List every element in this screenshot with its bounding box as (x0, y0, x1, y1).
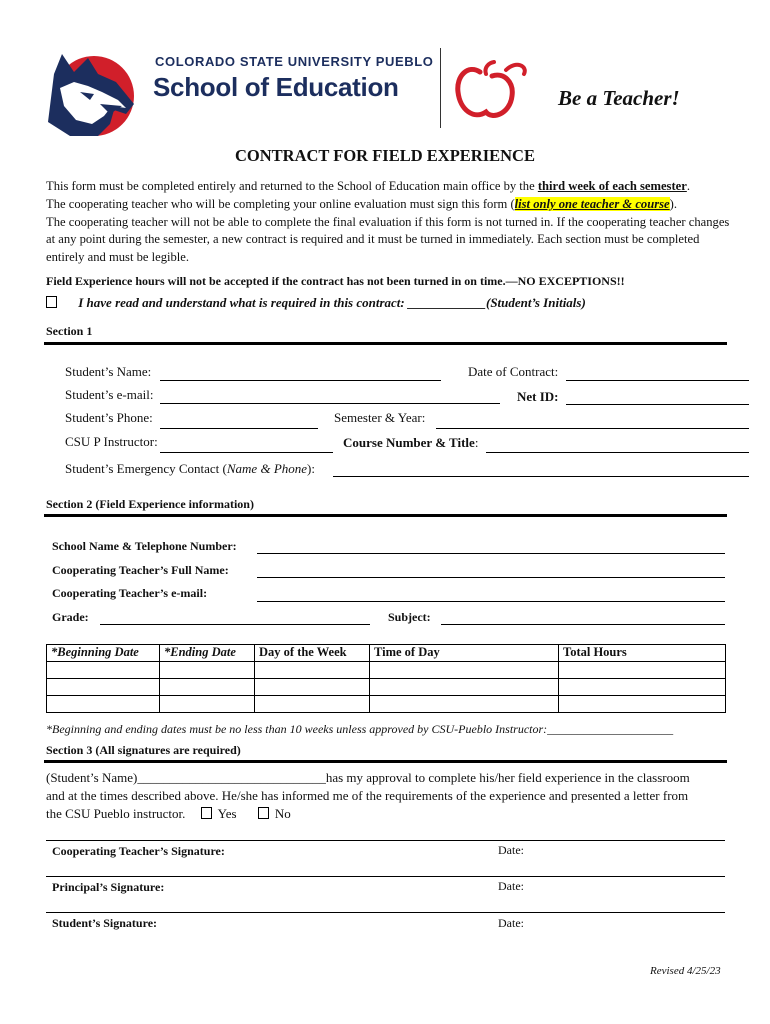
no-label: No (274, 806, 291, 821)
teacher-email-label: Cooperating Teacher’s e-mail: (52, 586, 208, 600)
student-name-field[interactable] (160, 380, 441, 381)
course-field[interactable] (486, 452, 749, 453)
approval-paragraph: (Student’s Name)_____________________________has my approval to complete his/her field experience in the classroom and at the times described above. He/she has informed me of the requirements of the experience and presented a letter from the CSU Pueblo instructor. Yes No (46, 770, 690, 821)
principal-signature-field[interactable] (46, 912, 725, 913)
intro-text-2: The cooperating teacher who will be completing your online evaluation must sign this form ( (46, 196, 515, 211)
intro-paragraph: This form must be completed entirely and returned to the School of Education main office by the third week of each semester. The cooperating teacher who will be completing your online evaluation must sign this form (list only one teacher & course). The cooperating teacher will not be able to complete the final evaluation if this form is not turned in. If the cooperating teacher changes at any point during the semester, a new contract is required and it must be turned in immediately. Each section must be completed entirely and must be legible. (46, 179, 730, 265)
course-label: Course Number & Title: (343, 435, 479, 450)
intro-highlight: list only one teacher & course (514, 196, 670, 211)
coop-signature-label: Cooperating Teacher’s Signature: (52, 844, 225, 858)
principal-date-label: Date: (498, 879, 524, 893)
instructor-field[interactable] (160, 452, 333, 453)
table-row[interactable] (47, 679, 726, 696)
header-day-of-week: Day of the Week (255, 645, 370, 662)
acknowledge-text: I have read and understand what is required in this contract: ____________(Student’s Initials) (78, 295, 586, 310)
student-phone-field[interactable] (160, 428, 318, 429)
section2-rule (44, 514, 727, 517)
student-name-label: Student’s Name: (65, 364, 152, 379)
coop-signature-field[interactable] (46, 876, 725, 877)
acknowledge-row (46, 295, 586, 311)
header-total-hours: Total Hours (559, 645, 726, 662)
wolf-mascot-logo (40, 44, 140, 140)
teacher-name-label: Cooperating Teacher’s Full Name: (52, 563, 229, 577)
table-header-row (47, 645, 726, 662)
teacher-email-field[interactable] (257, 601, 725, 602)
net-id-field[interactable] (566, 404, 749, 405)
warning-text: Field Experience hours will not be accepted if the contract has not been turned in on time.—NO EXCEPTIONS!! (46, 274, 625, 288)
principal-signature-label: Principal’s Signature: (52, 880, 165, 894)
section2-title: Section 2 (Field Experience information) (46, 497, 254, 511)
yes-checkbox[interactable] (201, 807, 212, 819)
section3-title: Section 3 (All signatures are required) (46, 743, 241, 757)
semester-year-label: Semester & Year: (334, 410, 426, 425)
grade-label: Grade: (52, 610, 89, 624)
date-of-contract-field[interactable] (566, 380, 749, 381)
section1-title: Section 1 (46, 324, 93, 338)
coop-date-label: Date: (498, 843, 524, 857)
emergency-contact-field[interactable] (333, 476, 749, 477)
emergency-contact-label: Student’s Emergency Contact (Name & Phone): (65, 461, 315, 476)
school-name-label: School Name & Telephone Number: (52, 539, 237, 553)
student-email-field[interactable] (160, 403, 500, 404)
header-beginning-date: *Beginning Date (47, 645, 160, 662)
dates-footnote: *Beginning and ending dates must be no less than 10 weeks unless approved by CSU-Pueblo Instructor:_____________________ (46, 722, 674, 736)
signature-top-rule (46, 840, 725, 841)
grade-field[interactable] (100, 624, 370, 625)
net-id-label: Net ID: (517, 389, 559, 404)
table-row[interactable] (47, 696, 726, 713)
page-title: CONTRACT FOR FIELD EXPERIENCE (235, 146, 535, 165)
schedule-table (46, 644, 726, 713)
table-row[interactable] (47, 662, 726, 679)
header-divider (440, 48, 441, 128)
yes-label: Yes (217, 806, 237, 821)
teacher-name-field[interactable] (257, 577, 725, 578)
header-time-of-day: Time of Day (370, 645, 559, 662)
semester-year-field[interactable] (436, 428, 749, 429)
intro-deadline: third week of each semester (537, 179, 687, 193)
intro-text-1: This form must be completed entirely and returned to the School of Education main office by the (46, 179, 538, 193)
revised-date: Revised 4/25/23 (650, 965, 721, 977)
student-email-label: Student’s e-mail: (65, 387, 154, 402)
student-signature-label: Student’s Signature: (52, 916, 158, 930)
apple-logo (452, 60, 532, 122)
student-date-label: Date: (498, 916, 524, 930)
subject-label: Subject: (388, 610, 431, 624)
tagline: Be a Teacher! (558, 86, 680, 110)
header-ending-date: *Ending Date (160, 645, 255, 662)
school-name-field[interactable] (257, 553, 725, 554)
acknowledge-checkbox[interactable] (46, 296, 57, 308)
date-of-contract-label: Date of Contract: (468, 364, 559, 379)
school-name: School of Education (153, 72, 399, 102)
instructor-label: CSU P Instructor: (65, 434, 158, 449)
subject-field[interactable] (441, 624, 725, 625)
section3-rule (44, 760, 727, 763)
section1-rule (44, 342, 727, 345)
student-phone-label: Student’s Phone: (65, 410, 153, 425)
no-checkbox[interactable] (258, 807, 269, 819)
university-name: COLORADO STATE UNIVERSITY PUEBLO (155, 54, 434, 69)
intro-text-3: The cooperating teacher will not be able to complete the final evaluation if this form is not turned in. If the cooperating teacher changes at any point during the semester, a new contract is required and it must be turned in immediately. Each section must be completed entirely and must be legible. (46, 214, 730, 265)
